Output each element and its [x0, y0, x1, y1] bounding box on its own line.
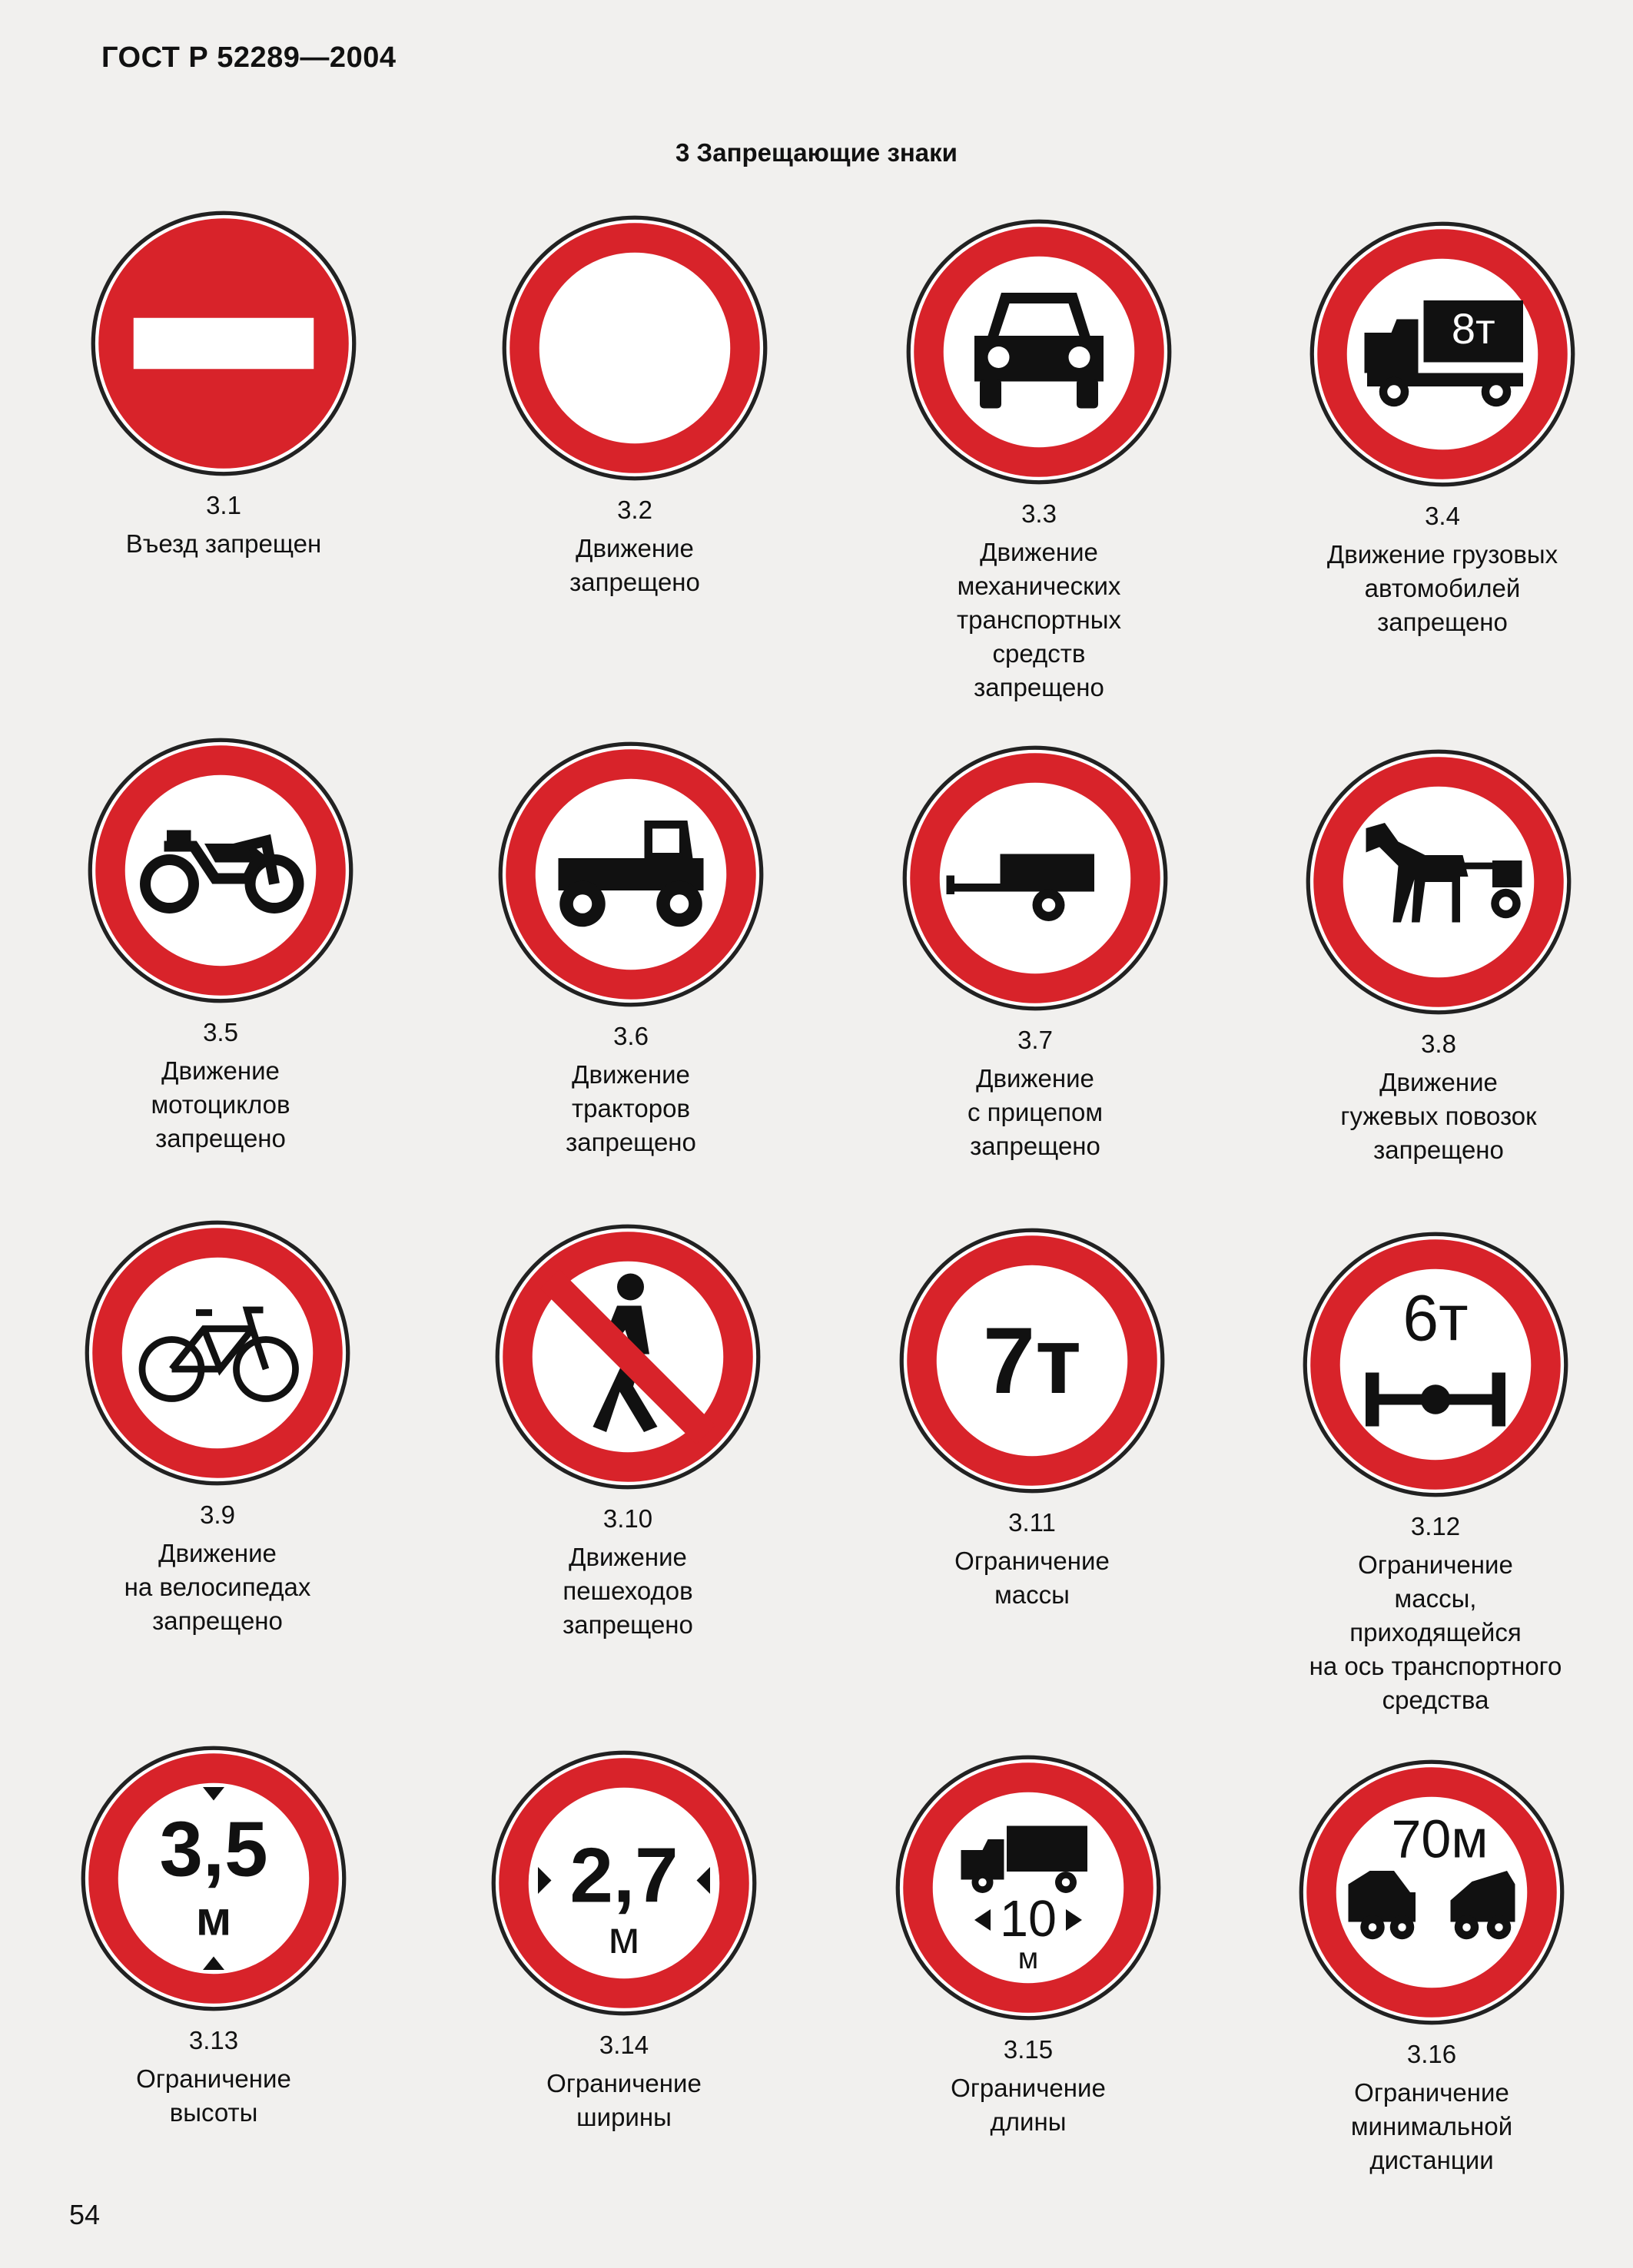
no-motor-vehicles-sign-icon	[904, 217, 1173, 486]
sign-unit: м	[195, 1892, 232, 1946]
no-trailers-sign-icon	[901, 744, 1170, 1013]
no-bicycles-sign-icon	[83, 1219, 352, 1487]
sign-cell-3-10	[424, 1222, 831, 1642]
sign-cell-3-11	[828, 1226, 1236, 1612]
sign-number: 3.11	[1008, 1508, 1056, 1537]
sign-caption: Движение тракторов запрещено	[566, 1060, 696, 1156]
sign-caption: Ограничение массы, приходящейся на ось транспортного средства	[1309, 1550, 1562, 1714]
sign-caption: Ограничение высоты	[136, 2064, 291, 2127]
sign-unit: м	[608, 1912, 640, 1963]
sign-cell-3-3	[835, 217, 1243, 705]
sign-cell-3-16	[1228, 1758, 1633, 2177]
sign-caption: Движение механических транспортных средств запрещено	[957, 538, 1121, 701]
sign-cell-3-14	[420, 1749, 828, 2134]
sign-number: 3.16	[1406, 2040, 1457, 2068]
sign-cell-3-15	[825, 1753, 1232, 2139]
sign-cell-3-6	[427, 740, 835, 1159]
sign-value: 3,5	[159, 1805, 268, 1893]
sign-cell-3-13	[10, 1744, 417, 2130]
section-title: 3 Запрещающие знаки	[675, 138, 958, 167]
no-vehicles-sign-icon	[500, 214, 769, 482]
sign-number: 3.2	[617, 496, 652, 524]
page-number: 54	[69, 2199, 101, 2230]
sign-caption: Движение гужевых повозок запрещено	[1340, 1068, 1537, 1164]
sign-value: 70м	[1391, 1809, 1489, 1869]
sign-value: 2,7	[569, 1831, 679, 1919]
height-limit-sign-icon	[79, 1744, 348, 2013]
sign-caption: Движение мотоциклов запрещено	[151, 1056, 290, 1152]
sign-number: 3.9	[200, 1500, 235, 1529]
no-pedestrians-sign-icon	[493, 1222, 762, 1491]
sign-number: 3.6	[613, 1022, 649, 1050]
sign-value: 6т	[1402, 1282, 1469, 1354]
axle-load-limit-sign-icon	[1301, 1230, 1570, 1499]
no-horse-carts-sign-icon	[1304, 748, 1573, 1016]
sign-cell-3-12	[1232, 1230, 1633, 1717]
sign-cell-3-1	[20, 209, 427, 561]
sign-number: 3.10	[602, 1504, 653, 1533]
sign-caption: Ограничение минимальной дистанции	[1350, 2078, 1513, 2174]
sign-number: 3.15	[1003, 2035, 1054, 2064]
sign-number: 3.14	[599, 2031, 649, 2059]
length-limit-sign-icon	[894, 1753, 1163, 2022]
sign-cell-3-2	[431, 214, 838, 599]
sign-caption: Ограничение ширины	[546, 2069, 702, 2131]
sign-caption: Ограничение длины	[951, 2074, 1106, 2136]
sign-caption: Ограничение массы	[954, 1547, 1110, 1609]
sign-number: 3.5	[203, 1018, 238, 1046]
sign-caption: Движение пешеходов запрещено	[563, 1543, 693, 1639]
sign-caption: Движение грузовых автомобилей запрещено	[1326, 540, 1558, 636]
sign-cell-3-4	[1239, 220, 1633, 639]
sign-cell-3-8	[1235, 748, 1633, 1167]
weight-limit-sign-icon	[898, 1226, 1167, 1495]
sign-cell-3-9	[14, 1219, 421, 1638]
sign-number: 3.3	[1021, 499, 1057, 528]
no-motorcycles-sign-icon	[86, 736, 355, 1005]
no-entry-sign-icon	[89, 209, 358, 478]
sign-caption: Движение на велосипедах запрещено	[124, 1539, 311, 1635]
document-id: ГОСТ Р 52289—2004	[101, 41, 397, 74]
sign-caption: Движение запрещено	[569, 534, 700, 596]
sign-number: 3.1	[206, 491, 241, 519]
sign-cell-3-7	[831, 744, 1239, 1163]
sign-value: 10	[1000, 1891, 1057, 1948]
sign-cell-3-5	[17, 736, 424, 1156]
minimum-distance-sign-icon	[1297, 1758, 1566, 2027]
width-limit-sign-icon	[490, 1749, 758, 2018]
sign-number: 3.12	[1410, 1512, 1461, 1540]
no-trucks-sign-icon	[1308, 220, 1577, 489]
sign-number: 3.4	[1425, 502, 1460, 530]
no-tractors-sign-icon	[496, 740, 765, 1009]
sign-caption: Движение с прицепом запрещено	[967, 1064, 1104, 1160]
sign-unit: м	[1017, 1942, 1039, 1975]
sign-number: 3.8	[1421, 1030, 1456, 1058]
sign-value: 8т	[1451, 304, 1495, 353]
sign-value: 7т	[982, 1308, 1082, 1413]
sign-number: 3.13	[188, 2026, 239, 2054]
sign-caption: Въезд запрещен	[125, 529, 322, 558]
sign-number: 3.7	[1017, 1026, 1053, 1054]
